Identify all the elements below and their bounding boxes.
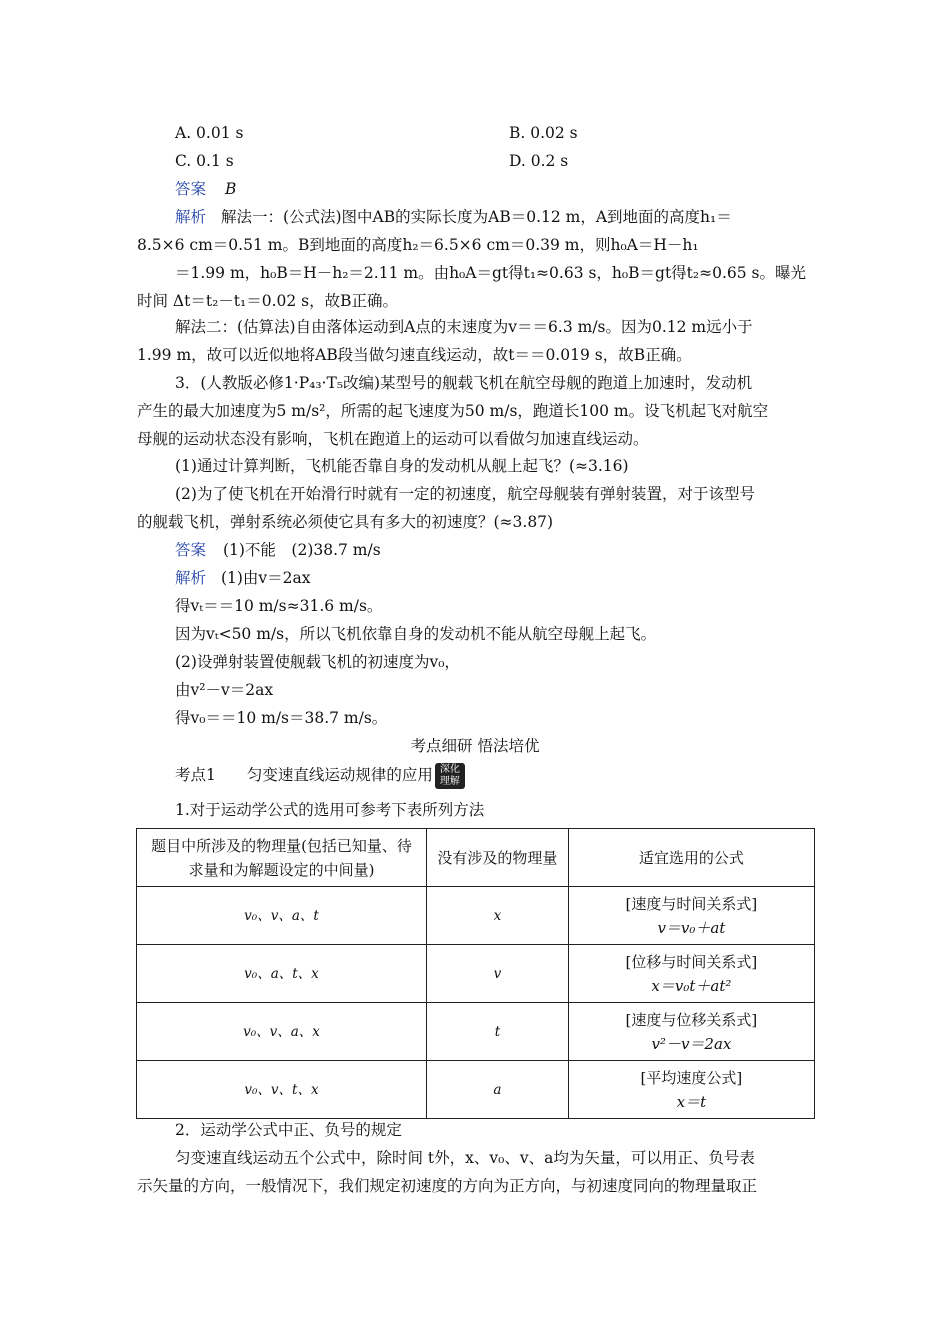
section-2-title: 2．运动学公式中正、负号的规定 (175, 1121, 402, 1139)
question-3-part-1: (1)通过计算判断，飞机能否靠自身的发动机从舰上起飞？(≈3.16) (175, 457, 629, 475)
answer-line (175, 179, 236, 199)
missing-cell: v (426, 945, 568, 1003)
quantities-cell: v₀、v、t、x (137, 1061, 427, 1119)
formula-name: [速度与时间关系式] (625, 894, 758, 913)
table-row (137, 1003, 815, 1061)
answer-value-3: (1)不能 (2)38.7 m/s (222, 541, 381, 559)
analysis-line-6: 1.99 m，故可以近似地将AB段当做匀速直线运动，故t＝＝0.019 s，故B正确。 (137, 346, 692, 364)
answer-line-3 (175, 540, 381, 560)
analysis-line-3-4: (2)设弹射装置使舰载飞机的初速度为v₀， (175, 653, 460, 671)
kaodian-text: 考点1 匀变速直线运动规律的应用 (175, 766, 433, 784)
formula-cell (568, 945, 814, 1003)
analysis-line-3: ＝1.99 m，h₀B＝H－h₂＝2.11 m。由h₀A＝gt得t₁≈0.63 s，h₀B＝gt得t₂≈0.65 s。曝光 (175, 264, 806, 282)
quantities-cell: v₀、v、a、t (137, 887, 427, 945)
question-3-line-1: 3．(人教版必修1·P₄₃·T₅改编)某型号的舰载飞机在航空母舰的跑道上加速时，发动机 (175, 374, 753, 392)
question-3-line-2: 产生的最大加速度为5 m/s²，所需的起飞速度为50 m/s，跑道长100 m。设飞机起飞对航空 (137, 402, 769, 420)
deepen-understanding-badge (435, 763, 465, 789)
section-title: 考点细研 悟法培优 (410, 737, 540, 755)
formula-name: [速度与位移关系式] (625, 1010, 758, 1029)
analysis-line-3-1 (175, 568, 311, 588)
formula: x＝v₀t＋at² (651, 976, 732, 995)
missing-cell: t (426, 1003, 568, 1061)
formula-name: [平均速度公式] (640, 1068, 743, 1087)
option-d: D. 0.2 s (509, 152, 569, 170)
question-3-part-2-cont: 的舰载飞机，弹射系统必须使它具有多大的初速度？(≈3.87) (137, 513, 554, 531)
quantities-cell: v₀、a、t、x (137, 945, 427, 1003)
formula-cell (568, 1003, 814, 1061)
formula-table (136, 828, 815, 1119)
analysis-line-3-5: 由v²－v＝2ax (175, 681, 274, 699)
table-row (137, 945, 815, 1003)
header-missing: 没有涉及的物理量 (426, 829, 568, 887)
option-b: B. 0.02 s (509, 124, 578, 142)
analysis-line-4: 时间 Δt＝t₂－t₁＝0.02 s，故B正确。 (137, 292, 399, 310)
badge-bottom-text: 理解 (439, 776, 460, 787)
badge-top-text: 深化 (439, 764, 460, 775)
table-intro: 1.对于运动学公式的选用可参考下表所列方法 (175, 801, 485, 819)
missing-cell: x (426, 887, 568, 945)
analysis-line-2: 8.5×6 cm＝0.51 m。B到地面的高度h₂＝6.5×6 cm＝0.39 m，则h₀A＝H－h₁ (137, 236, 699, 254)
answer-label: 答案 (175, 180, 207, 198)
formula-cell (568, 1061, 814, 1119)
question-3-line-3: 母舰的运动状态没有影响，飞机在跑道上的运动可以看做匀加速直线运动。 (137, 430, 649, 448)
header-formula: 适宜选用的公式 (568, 829, 814, 887)
answer-label-3: 答案 (175, 541, 207, 559)
option-c: C. 0.1 s (175, 152, 234, 170)
analysis-line-3-6: 得v₀＝＝10 m/s＝38.7 m/s。 (175, 709, 388, 727)
quantities-cell: v₀、v、a、x (137, 1003, 427, 1061)
option-a: A. 0.01 s (175, 124, 244, 142)
header-quantities: 题目中所涉及的物理量(包括已知量、待求量和为解题设定的中间量) (137, 829, 427, 887)
analysis-line-3-2: 得vₜ＝＝10 m/s≈31.6 m/s。 (175, 597, 383, 615)
analysis-label: 解析 (175, 208, 207, 226)
answer-value: B (224, 180, 237, 198)
table-header-row (137, 829, 815, 887)
table-row (137, 887, 815, 945)
analysis-text: 解法一：(公式法)图中AB的实际长度为AB＝0.12 m，A到地面的高度h₁＝ (220, 208, 732, 226)
formula: x＝t (676, 1092, 707, 1111)
analysis-3-text: (1)由v＝2ax (220, 569, 311, 587)
formula-name: [位移与时间关系式] (625, 952, 758, 971)
formula: v²－v＝2ax (651, 1034, 732, 1053)
question-3-part-2: (2)为了使飞机在开始滑行时就有一定的初速度，航空母舰装有弹射装置，对于该型号 (175, 485, 755, 503)
formula-cell (568, 887, 814, 945)
analysis-label-3: 解析 (175, 569, 207, 587)
analysis-line-3-3: 因为vₜ<50 m/s，所以飞机依靠自身的发动机不能从航空母舰上起飞。 (175, 625, 657, 643)
section-2-line-1: 匀变速直线运动五个公式中，除时间 t外，x、v₀、v、a均为矢量，可以用正、负号表 (175, 1149, 755, 1167)
analysis-line-5: 解法二：(估算法)自由落体运动到A点的末速度为v＝＝6.3 m/s。因为0.12 m远小于 (175, 318, 753, 336)
table-row (137, 1061, 815, 1119)
missing-cell: a (426, 1061, 568, 1119)
section-2-line-2: 示矢量的方向，一般情况下，我们规定初速度的方向为正方向，与初速度同向的物理量取正 (137, 1177, 758, 1195)
formula: v＝v₀＋at (657, 918, 726, 937)
kaodian-heading (175, 762, 465, 789)
analysis-line-1 (175, 207, 732, 227)
